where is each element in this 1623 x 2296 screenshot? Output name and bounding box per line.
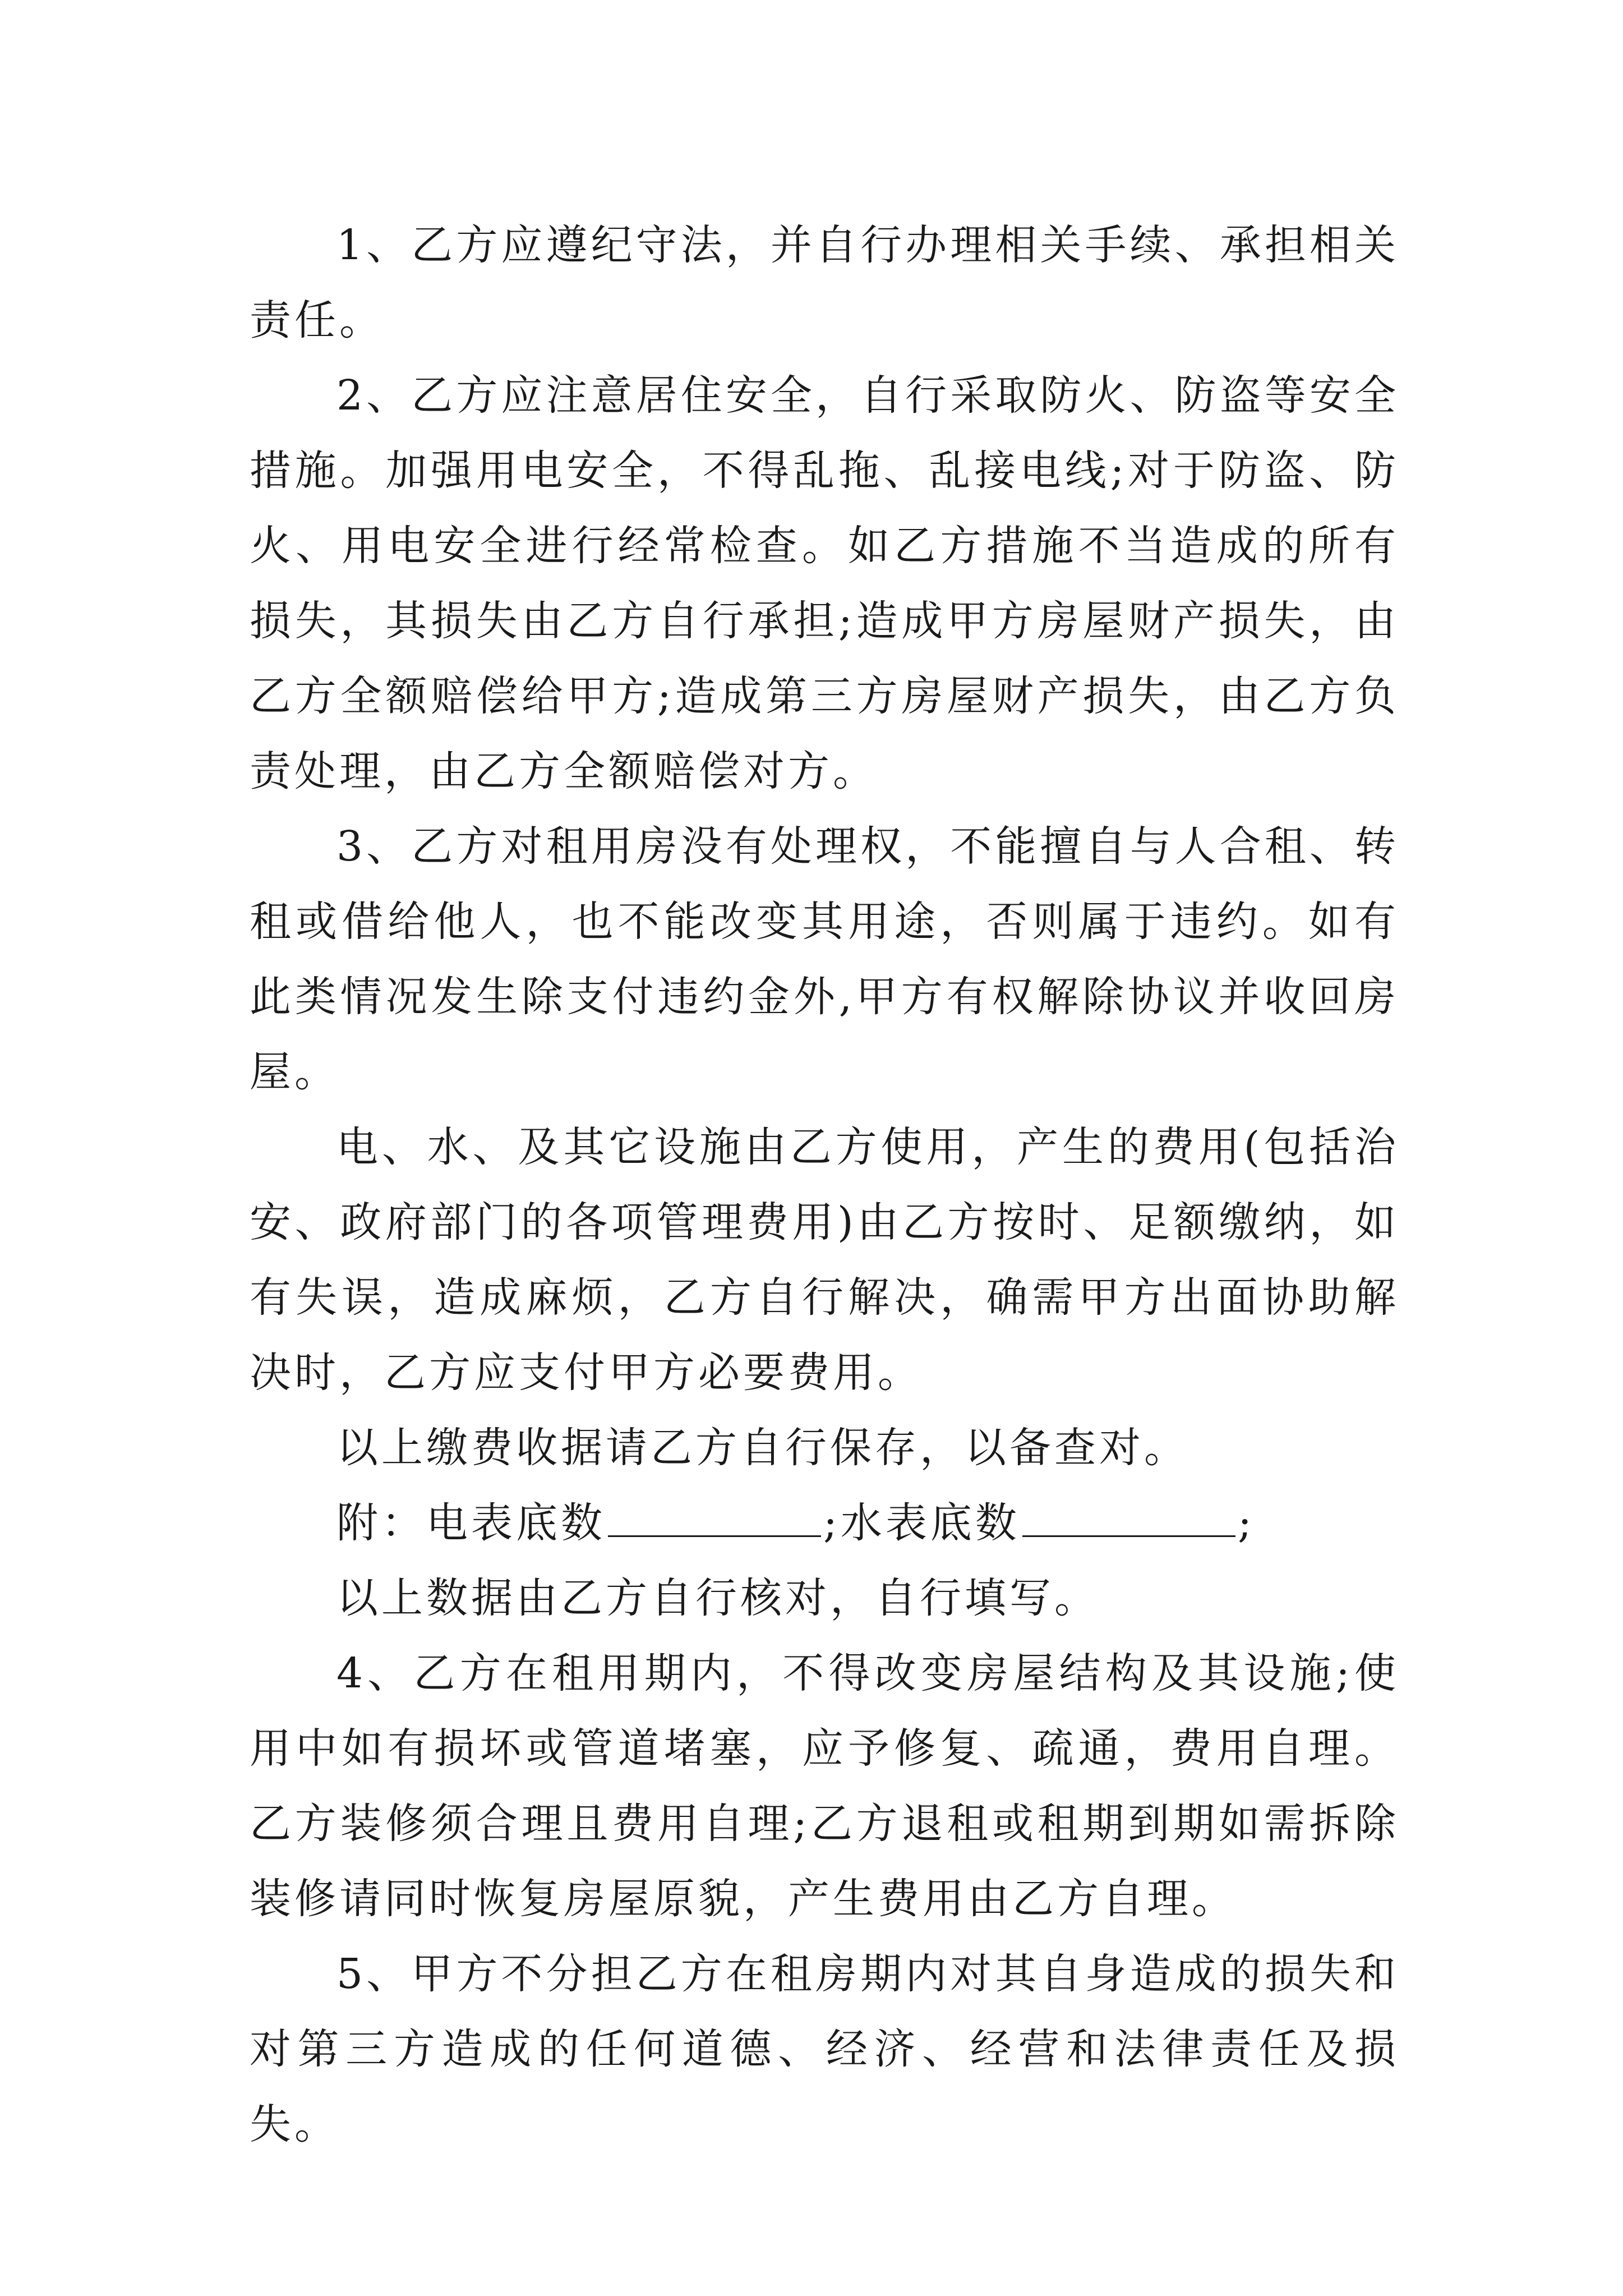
clause-3-paragraph: 3、乙方对租用房没有处理权，不能擅自与人合租、转租或借给他人，也不能改变其用途，否则属于违约。如有此类情况发生除支付违约金外,甲方有权解除协议并收回房屋。 (250, 822, 1399, 1096)
receipt-paragraph: 以上缴费收据请乙方自行保存，以备查对。 (336, 1424, 1189, 1472)
clause-5-paragraph: 5、甲方不分担乙方在租房期内对其自身造成的损失和对第三方造成的任何道德、经济、经营和法律责任及损失。 (250, 1950, 1399, 2148)
water-meter-blank[interactable] (1022, 1502, 1235, 1537)
meter-reading-line (250, 1485, 1399, 1561)
meter-line-end: ; (1237, 1499, 1255, 1547)
self-check-paragraph: 以上数据由乙方自行核对，自行填写。 (336, 1574, 1099, 1622)
clause-2-paragraph: 2、乙方应注意居住安全，自行采取防火、防盗等安全措施。加强用电安全，不得乱拖、乱接电线;对于防盗、防火、用电安全进行经常检查。如乙方措施不当造成的所有损失，其损失由乙方自行承担;造成甲方房屋财产损失，由乙方全额赔偿给甲方;造成第三方房屋财产损失，由乙方负责处理，由乙方全额赔偿对方。 (250, 371, 1399, 795)
document-body (250, 208, 1399, 2162)
electric-meter-blank[interactable] (608, 1502, 821, 1537)
utilities-paragraph: 电、水、及其它设施由乙方使用，产生的费用(包括治安、政府部门的各项管理费用)由乙方按时、足额缴纳，如有失误，造成麻烦，乙方自行解决，确需甲方出面协助解决时，乙方应支付甲方必要费用。 (250, 1123, 1399, 1397)
clause-4-paragraph: 4、乙方在租用期内，不得改变房屋结构及其设施;使用中如有损坏或管道堵塞，应予修复、疏通，费用自理。乙方装修须合理且费用自理;乙方退租或租期到期如需拆除装修请同时恢复房屋原貌，产生费用由乙方自理。 (250, 1649, 1399, 1923)
electric-meter-label: 附：电表底数 (336, 1499, 606, 1547)
clause-1-paragraph: 1、乙方应遵纪守法，并自行办理相关手续、承担相关责任。 (250, 221, 1399, 344)
water-meter-label: ;水表底数 (823, 1499, 1020, 1547)
